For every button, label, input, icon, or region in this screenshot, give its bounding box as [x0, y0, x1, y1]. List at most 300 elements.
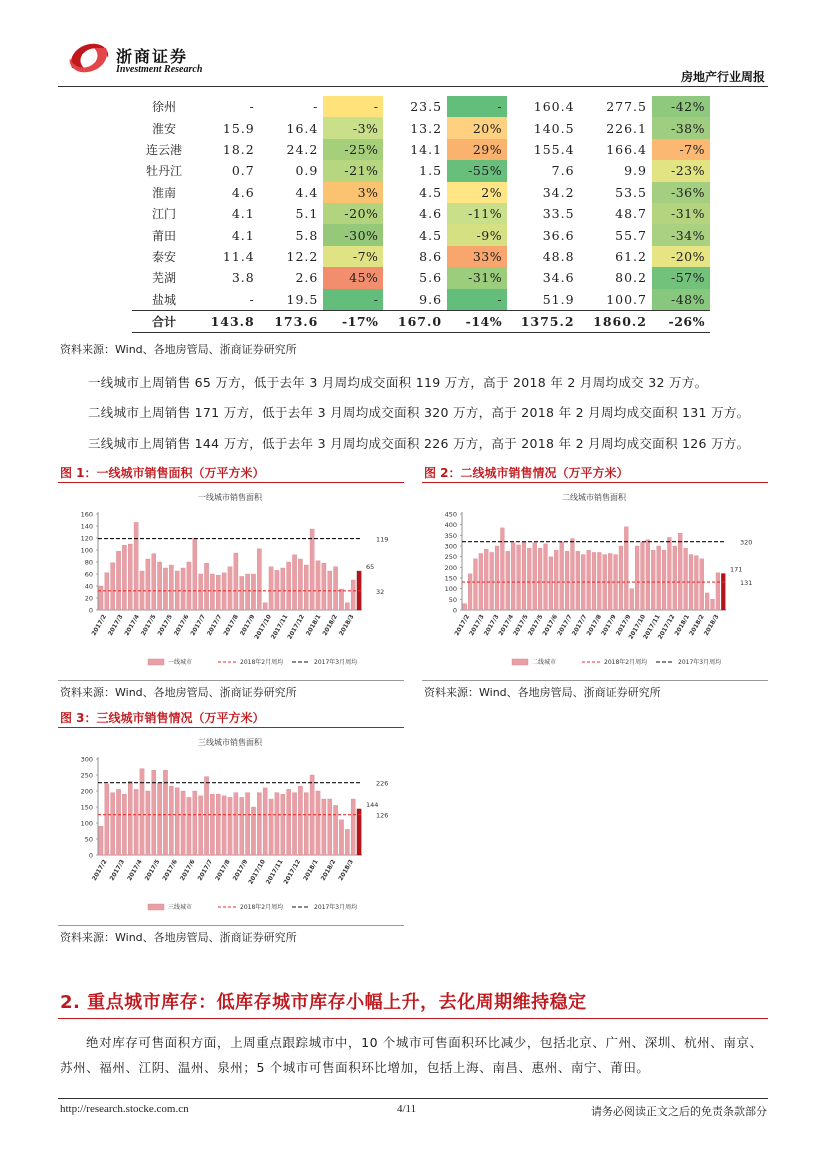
bar — [333, 805, 337, 855]
bar — [597, 552, 601, 610]
legend-label: 2018年2月周均 — [240, 904, 284, 911]
value-cell: 36.6 — [542, 227, 575, 243]
legend-label: 2018年2月周均 — [240, 659, 284, 666]
value-cell: 12.2 — [286, 248, 319, 264]
bar — [263, 603, 267, 610]
bar — [181, 568, 185, 610]
y-tick-label: 150 — [80, 803, 93, 812]
x-tick-label: 2017/2 — [90, 858, 109, 882]
figure-1-title: 图 1：一线城市销售面积（万平方米） — [60, 466, 265, 480]
value-cell: - — [249, 99, 255, 115]
value-cell: -7% — [323, 246, 383, 267]
value-cell: 19.5 — [286, 291, 319, 307]
value-cell: - — [323, 289, 383, 311]
value-cell: 48.8 — [542, 248, 575, 264]
figure-1-source: 资料来源：Wind、各地房管局、浙商证券研究所 — [60, 686, 297, 699]
x-tick-label: 2017/5 — [139, 613, 158, 637]
value-cell: 1.5 — [419, 163, 443, 179]
value-cell: 51.9 — [542, 291, 575, 307]
value-cell: 15.9 — [222, 120, 255, 136]
figure-2-rule — [422, 482, 768, 483]
brand-name-en: Investment Research — [116, 64, 203, 75]
bar — [263, 788, 267, 855]
value-cell: 18.2 — [222, 141, 255, 157]
legend-label: 2018年2月周均 — [604, 659, 648, 666]
value-cell: 4.1 — [231, 206, 255, 222]
value-cell: 33% — [447, 246, 507, 267]
bar — [351, 580, 355, 610]
last-value-label: 144 — [366, 800, 379, 809]
bar — [635, 546, 639, 610]
chart-title: 一线城市销售面积 — [198, 493, 262, 502]
x-tick-label: 2017/2 — [453, 613, 472, 637]
value-cell: 0.9 — [295, 163, 319, 179]
x-tick-label: 2017/7 — [570, 613, 589, 637]
bar — [169, 786, 173, 855]
bar — [210, 574, 214, 610]
reference-line-label: 320 — [740, 538, 753, 547]
bar — [673, 546, 677, 610]
legend-swatch-bars — [148, 659, 164, 665]
value-cell: 4.4 — [295, 184, 319, 200]
bar — [522, 542, 526, 610]
value-cell: 4.6 — [419, 206, 443, 222]
bar — [216, 794, 220, 855]
y-tick-label: 0 — [452, 606, 457, 615]
bar — [116, 789, 120, 855]
table-total-row — [132, 310, 710, 332]
table-row — [132, 139, 710, 160]
bar — [716, 573, 720, 610]
table-row — [132, 96, 710, 117]
bar — [269, 567, 273, 610]
reference-line-label: 32 — [376, 587, 385, 596]
value-cell: 226.1 — [606, 120, 647, 136]
bar — [116, 551, 120, 610]
table-row — [132, 224, 710, 245]
y-tick-label: 150 — [444, 574, 457, 583]
bar — [667, 537, 671, 610]
value-cell: 166.4 — [606, 141, 647, 157]
value-cell: -42% — [652, 96, 710, 117]
legend-label: 一线城市 — [168, 659, 193, 666]
y-tick-label: 250 — [444, 553, 457, 562]
value-cell: 8.6 — [419, 248, 443, 264]
x-tick-label: 2017/4 — [123, 613, 141, 637]
bar — [287, 789, 291, 855]
bar — [678, 533, 682, 610]
bar — [245, 574, 249, 610]
bar — [463, 604, 467, 610]
x-tick-label: 2017/12 — [656, 613, 677, 641]
value-cell: 3.8 — [231, 270, 255, 286]
footer-divider — [58, 1098, 768, 1099]
bar — [111, 793, 115, 855]
bar — [105, 573, 109, 610]
table-row — [132, 117, 710, 138]
city-cell: 江门 — [152, 207, 177, 222]
bar — [651, 550, 655, 610]
bar — [711, 599, 715, 610]
value-cell: -55% — [447, 160, 507, 181]
bar — [705, 593, 709, 610]
value-cell: 13.2 — [410, 120, 443, 136]
y-tick-label: 50 — [84, 835, 93, 844]
sales-table — [132, 96, 710, 333]
value-cell: 3% — [323, 182, 383, 203]
bar — [199, 796, 203, 855]
value-cell: 61.2 — [615, 248, 647, 264]
y-tick-label: 300 — [80, 755, 93, 764]
value-cell: -30% — [323, 224, 383, 245]
city-cell: 淮安 — [152, 121, 177, 136]
x-tick-label: 2017/9 — [614, 613, 633, 637]
x-tick-label: 2017/7 — [205, 613, 224, 637]
figure-2-title: 图 2：二线城市销售情况（万平方米） — [424, 466, 629, 480]
value-cell: -36% — [652, 182, 710, 203]
bar — [571, 539, 575, 610]
value-cell: 4.6 — [231, 184, 255, 200]
value-cell: -38% — [652, 117, 710, 138]
value-cell: 9.9 — [624, 163, 647, 179]
y-tick-label: 40 — [84, 582, 93, 591]
bar — [517, 545, 521, 610]
value-cell: 4.5 — [419, 227, 443, 243]
y-tick-label: 450 — [444, 510, 457, 519]
figure-3-title: 图 3：三线城市销售情况（万平方米） — [60, 711, 265, 725]
x-tick-label: 2017/11 — [642, 613, 662, 641]
bar — [527, 548, 531, 610]
x-tick-label: 2018/3 — [337, 858, 355, 882]
bar — [345, 829, 349, 855]
bar — [624, 527, 628, 610]
x-tick-label: 2017/9 — [600, 613, 618, 637]
bar — [333, 567, 337, 610]
bar — [281, 794, 285, 855]
bar — [187, 562, 191, 610]
bar — [234, 553, 238, 610]
x-tick-label: 2017/6 — [172, 613, 191, 637]
x-tick-label: 2017/7 — [196, 858, 215, 882]
table-row — [132, 289, 710, 311]
city-cell: 牡丹江 — [146, 164, 183, 179]
x-tick-label: 2017/4 — [126, 858, 144, 882]
bar — [700, 559, 704, 610]
bar — [257, 549, 261, 610]
bar — [275, 570, 279, 610]
value-cell: 34.6 — [542, 270, 575, 286]
bar — [181, 791, 185, 855]
last-value-label: 65 — [366, 563, 375, 571]
reference-line-label: 126 — [376, 811, 389, 820]
y-tick-label: 100 — [80, 546, 93, 555]
x-tick-label: 2017/6 — [161, 858, 179, 882]
bar — [240, 576, 244, 610]
x-tick-label: 2018/1 — [304, 613, 323, 637]
bar — [292, 555, 296, 610]
x-tick-label: 2017/10 — [627, 613, 648, 641]
value-cell: - — [447, 289, 507, 311]
legend-label: 2017年3月周均 — [314, 659, 358, 666]
x-tick-label: 2017/3 — [468, 613, 486, 637]
bar — [544, 544, 548, 610]
bar — [357, 809, 361, 855]
bar — [251, 574, 255, 610]
x-tick-label: 2017/6 — [541, 613, 560, 637]
bar — [592, 552, 596, 610]
report-title: 房地产行业周报 — [680, 70, 765, 84]
chart-tier1-sales — [58, 486, 404, 678]
value-cell: - — [313, 99, 319, 115]
table-row — [132, 267, 710, 288]
bar — [152, 554, 156, 610]
x-tick-label: 2017/9 — [238, 613, 257, 637]
x-tick-label: 2018/1 — [302, 858, 320, 882]
paragraph-tier1: 一线城市上周销售 65 万方，低于去年 3 月周均成交面积 119 万方，高于 2018 年 2 月周均成交 32 万方。 — [88, 375, 708, 390]
value-cell: - — [323, 96, 383, 117]
value-cell: 48.7 — [615, 206, 647, 222]
bar — [222, 573, 226, 610]
x-tick-label: 2017/9 — [231, 858, 250, 882]
x-tick-label: 2017/8 — [585, 613, 604, 637]
value-cell: 4.1 — [231, 227, 255, 243]
value-cell: 24.2 — [286, 141, 319, 157]
value-cell: -31% — [652, 203, 710, 224]
bar — [500, 528, 504, 610]
bar — [193, 791, 197, 855]
bar — [554, 550, 558, 610]
value-cell: 20% — [447, 117, 507, 138]
bar — [157, 562, 161, 610]
value-cell: 29% — [447, 139, 507, 160]
header-divider — [58, 86, 768, 87]
x-tick-label: 2017/3 — [106, 613, 125, 637]
bar — [549, 557, 553, 610]
x-tick-label: 2017/7 — [556, 613, 574, 637]
bar — [210, 794, 214, 855]
city-cell: 淮南 — [152, 185, 177, 200]
bar — [490, 552, 494, 610]
bar — [339, 820, 343, 855]
bar — [122, 794, 126, 855]
bar — [204, 563, 208, 610]
x-tick-label: 2018/2 — [319, 858, 338, 882]
bar — [111, 563, 115, 610]
table-row — [132, 160, 710, 181]
value-cell: 1375.2 — [507, 310, 579, 332]
bar — [122, 545, 126, 610]
y-tick-label: 300 — [444, 542, 457, 551]
bar — [105, 784, 109, 855]
bar — [328, 799, 332, 855]
table-row — [132, 246, 710, 267]
bar — [257, 793, 261, 855]
bar — [684, 548, 688, 610]
x-tick-label: 2017/4 — [497, 613, 516, 637]
value-cell: -57% — [652, 267, 710, 288]
table-source: 资料来源：Wind、各地房管局、浙商证券研究所 — [60, 343, 297, 356]
value-cell: -3% — [323, 117, 383, 138]
city-cell: 盐城 — [152, 292, 177, 307]
x-tick-label: 2017/12 — [286, 613, 306, 641]
value-cell: 155.4 — [533, 141, 575, 157]
y-tick-label: 100 — [444, 585, 457, 594]
bar — [134, 789, 138, 855]
y-tick-label: 200 — [444, 563, 457, 572]
city-cell: 连云港 — [146, 142, 183, 157]
y-tick-label: 0 — [88, 606, 93, 615]
chart-title: 三线城市销售面积 — [198, 738, 262, 747]
figure-1-bottom-rule — [58, 680, 404, 681]
y-tick-label: 100 — [80, 819, 93, 828]
legend-swatch-bars — [148, 904, 164, 910]
value-cell: -23% — [652, 160, 710, 181]
bar — [316, 791, 320, 855]
bar — [587, 550, 591, 610]
y-tick-label: 120 — [80, 534, 93, 543]
y-tick-label: 20 — [84, 594, 93, 603]
value-cell: -48% — [652, 289, 710, 311]
bar — [495, 546, 499, 610]
city-cell: 徐州 — [152, 100, 177, 115]
value-cell: 53.5 — [615, 184, 647, 200]
y-tick-label: 140 — [80, 522, 93, 531]
city-cell: 芜湖 — [152, 271, 177, 286]
x-tick-label: 2017/10 — [253, 613, 273, 641]
value-cell: 23.5 — [410, 99, 443, 115]
y-tick-label: 200 — [80, 787, 93, 796]
value-cell: -34% — [652, 224, 710, 245]
x-tick-label: 2017/11 — [269, 613, 290, 641]
paragraph-tier2: 二线城市上周销售 171 万方，低于去年 3 月周均成交面积 320 万方，高于 2018 年 2 月周均成交面积 131 万方。 — [88, 405, 750, 420]
table-row — [132, 203, 710, 224]
x-tick-label: 2017/12 — [282, 858, 303, 886]
bar — [228, 567, 232, 610]
value-cell: 14.1 — [410, 141, 443, 157]
value-cell: 167.0 — [383, 310, 447, 332]
footer-url[interactable]: http://research.stocke.com.cn — [60, 1103, 189, 1115]
company-logo-icon — [66, 40, 112, 76]
bar — [140, 769, 144, 855]
value-cell: 80.2 — [615, 270, 647, 286]
value-cell: -25% — [323, 139, 383, 160]
reference-line-label: 226 — [376, 779, 389, 788]
bar — [506, 551, 510, 610]
value-cell: -7% — [652, 139, 710, 160]
value-cell: -31% — [447, 267, 507, 288]
x-tick-label: 2017/3 — [482, 613, 501, 637]
value-cell: 277.5 — [606, 99, 647, 115]
figure-3-source: 资料来源：Wind、各地房管局、浙商证券研究所 — [60, 931, 297, 944]
bar — [269, 799, 273, 855]
bar — [694, 556, 698, 610]
y-tick-label: 250 — [80, 771, 93, 780]
x-tick-label: 2017/5 — [526, 613, 545, 637]
value-cell: 45% — [323, 267, 383, 288]
value-cell: -9% — [447, 224, 507, 245]
x-tick-label: 2017/8 — [222, 613, 240, 637]
value-cell: 100.7 — [606, 291, 647, 307]
bar — [657, 546, 661, 610]
paragraph-tier3: 三线城市上周销售 144 万方，低于去年 3 月周均成交面积 226 万方，高于 2018 年 2 月周均成交面积 126 万方。 — [88, 436, 750, 451]
reference-line-label: 119 — [376, 535, 389, 544]
reference-line-label: 131 — [740, 579, 753, 588]
bar — [345, 603, 349, 610]
bar — [187, 797, 191, 855]
city-cell: 泰安 — [152, 249, 177, 264]
legend-label: 三线城市 — [168, 904, 193, 911]
x-tick-label: 2017/7 — [189, 613, 207, 637]
bar — [322, 799, 326, 855]
footer-disclaimer: 请务必阅读正文之后的免责条款部分 — [591, 1105, 767, 1118]
bar — [292, 793, 296, 855]
chart-tier2-sales — [422, 486, 768, 678]
bar — [298, 559, 302, 610]
section-2-text: 绝对库存可售面积方面，上周重点跟踪城市中，10 个城市可售面积环比减少，包括北京、广州、深圳、杭州、南京、苏州、福州、江阴、温州、泉州；5 个城市可售面积环比增加，包括上海、南昌、惠州、南宁、莆田。 — [60, 1035, 763, 1075]
bar — [538, 548, 542, 610]
bar — [310, 529, 314, 610]
bar — [484, 549, 488, 610]
x-tick-label: 2018/3 — [702, 613, 721, 637]
value-cell: 34.2 — [542, 184, 575, 200]
bar — [216, 575, 220, 610]
bar — [99, 586, 103, 610]
bar — [169, 565, 173, 610]
bar — [641, 542, 645, 610]
legend-label: 2017年3月周均 — [678, 659, 722, 666]
value-cell: 55.7 — [615, 227, 647, 243]
value-cell: 143.8 — [196, 310, 260, 332]
x-tick-label: 2017/8 — [214, 858, 232, 882]
x-tick-label: 2018/1 — [673, 613, 692, 637]
bar — [721, 574, 725, 610]
value-cell: - — [249, 291, 255, 307]
city-cell: 合计 — [132, 310, 196, 332]
section-2-heading: 2. 重点城市库存：低库存城市库存小幅上升，去化周期维持稳定 — [60, 992, 587, 1013]
chart-tier3-sales — [58, 731, 404, 923]
value-cell: 16.4 — [286, 120, 319, 136]
value-cell: -11% — [447, 203, 507, 224]
bar — [646, 540, 650, 610]
chart-title: 二线城市销售面积 — [562, 493, 626, 502]
bar — [560, 542, 564, 610]
x-tick-label: 2017/5 — [143, 858, 162, 882]
x-tick-label: 2017/5 — [156, 613, 174, 637]
value-cell: 160.4 — [533, 99, 575, 115]
value-cell: 7.6 — [551, 163, 575, 179]
legend-label: 2017年3月周均 — [314, 904, 358, 911]
value-cell: 2% — [447, 182, 507, 203]
bar — [533, 543, 537, 610]
bar — [322, 563, 326, 610]
bar — [630, 589, 634, 610]
x-tick-label: 2017/11 — [264, 858, 285, 886]
bar — [204, 777, 208, 855]
bar — [468, 574, 472, 610]
value-cell: -20% — [323, 203, 383, 224]
legend-label: 二线城市 — [532, 659, 557, 666]
bar — [474, 559, 478, 610]
value-cell: 33.5 — [542, 206, 575, 222]
bar — [275, 793, 279, 855]
value-cell: 4.5 — [419, 184, 443, 200]
y-tick-label: 400 — [444, 521, 457, 530]
bar — [146, 559, 150, 610]
bar — [240, 797, 244, 855]
bar — [316, 561, 320, 610]
bar — [163, 568, 167, 610]
city-cell: 莆田 — [152, 228, 177, 243]
